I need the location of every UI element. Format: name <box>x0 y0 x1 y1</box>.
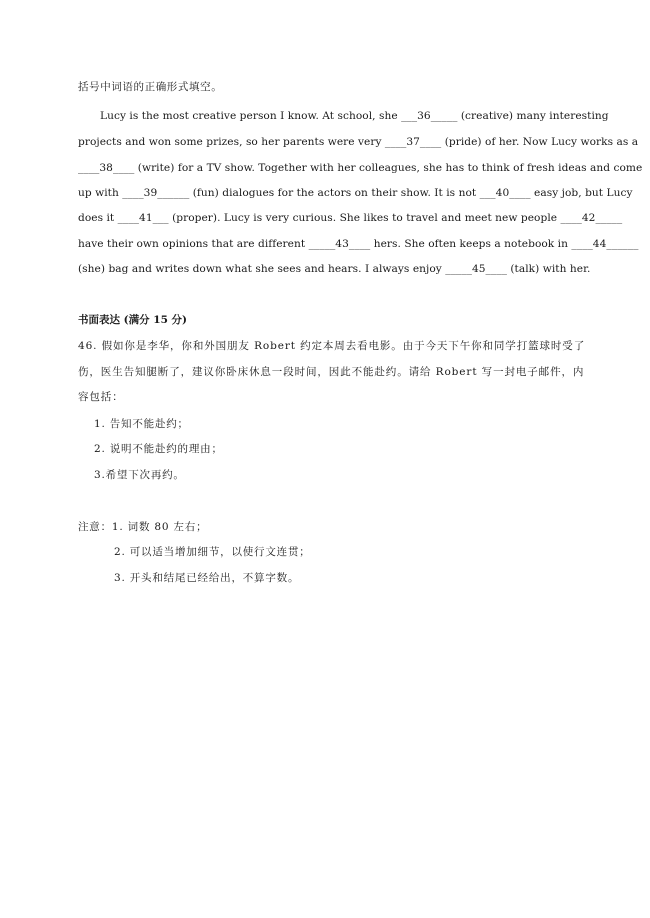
task-line: 容包括： <box>78 391 124 403</box>
note-line: 注意：1. 词数 80 左右； <box>78 521 208 533</box>
passage-line: up with ____39______ (fun) dialogues for the actors on their show. It is not ___40____ easy job, but Lucy <box>78 187 633 199</box>
passage-line: (she) bag and writes down what she sees and hears. I always enjoy _____45____ (talk) with her. <box>78 263 591 275</box>
passage-line: does it ____41___ (proper). Lucy is very curious. She likes to travel and meet new people ____42_____ <box>78 212 623 224</box>
requirement-item: 1. 告知不能赴约； <box>94 418 189 430</box>
requirement-item: 3.希望下次再约。 <box>94 469 185 481</box>
passage-line: have their own opinions that are different _____43____ hers. She often keeps a notebook in ____44______ <box>78 238 639 250</box>
requirement-item: 2. 说明不能赴约的理由； <box>94 443 223 455</box>
task-line: 伤，医生告知腿断了，建议你卧床休息一段时间，因此不能赴约。请给 Robert 写一封电子邮件，内 <box>78 366 585 378</box>
passage-line: projects and won some prizes, so her parents were very ____37____ (pride) of her. Now Lucy works as a <box>78 136 639 148</box>
passage-line: ____38____ (write) for a TV show. Together with her colleagues, she has to think of fresh ideas and come <box>78 162 643 174</box>
note-line: 2. 可以适当增加细节，以使行文连贯； <box>114 546 311 558</box>
passage-line: Lucy is the most creative person I know. At school, she ___36_____ (creative) many interesting <box>100 110 609 122</box>
writing-section-title: 书面表达 (满分 15 分) <box>78 314 188 326</box>
task-line: 46. 假如你是李华，你和外国朋友 Robert 约定本周去看电影。由于今天下午你和同学打篮球时受了 <box>78 340 586 352</box>
instruction-text: 括号中词语的正确形式填空。 <box>78 81 223 93</box>
note-line: 3. 开头和结尾已经给出，不算字数。 <box>114 572 300 584</box>
